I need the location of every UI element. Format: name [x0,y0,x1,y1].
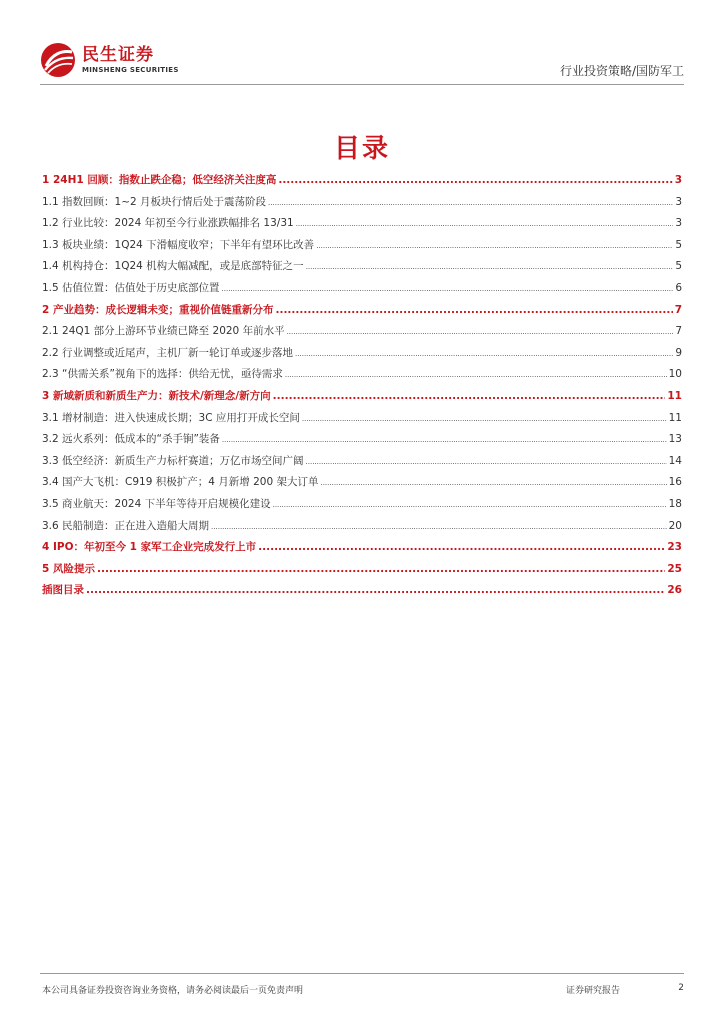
toc-entry-page: 6 [675,281,682,294]
toc-leader-dots [278,174,672,186]
toc-entry[interactable] [42,194,682,216]
toc-entry-label: 1.5 估值位置：估值处于历史底部位置 [42,281,220,294]
toc-entry-page: 3 [675,217,682,230]
toc-entry[interactable] [42,496,682,518]
toc-entry-page: 13 [668,433,682,446]
toc-entry-page: 18 [668,497,682,510]
toc-entry[interactable] [42,539,682,561]
toc-leader-dots [295,350,673,358]
toc-leader-dots [258,541,665,553]
toc-entry-page: 16 [668,476,682,489]
toc-entry-label: 3.1 增材制造：进入快速成长期；3C 应用打开成长空间 [42,411,300,424]
toc-leader-dots [211,523,667,531]
toc-entry[interactable] [42,474,682,496]
toc-leader-dots [285,371,667,379]
toc-entry-label: 1 24H1 回顾：指数止跌企稳；低空经济关注度高 [42,174,277,186]
toc-entry[interactable] [42,237,682,259]
toc-leader-dots [302,415,667,423]
toc-entry-page: 10 [668,368,682,381]
logo-text-cn: 民生证券 [82,45,154,65]
toc-entry-label: 1.1 指数回顾：1~2 月板块行情后处于震荡阶段 [42,195,267,208]
toc-entry-label: 3.6 民船制造：正在进入造船大周期 [42,519,210,532]
toc-entry[interactable] [42,215,682,237]
toc-leader-dots [287,328,674,336]
toc-entry[interactable] [42,410,682,432]
toc-entry-page: 5 [675,238,682,251]
toc-leader-dots [275,304,672,316]
toc-entry[interactable] [42,582,682,604]
toc-entry-page: 9 [675,346,682,359]
toc-entry-page: 26 [667,584,682,597]
toc-entry-page: 14 [668,454,682,467]
toc-leader-dots [222,285,674,293]
toc-entry-page: 5 [675,260,682,273]
toc-entry-label: 3.2 远火系列：低成本的“杀手锏”装备 [42,433,220,446]
toc-leader-dots [222,436,667,444]
toc-entry[interactable] [42,302,682,324]
footer-page-number: 2 [678,983,684,993]
toc-entry[interactable] [42,345,682,367]
toc-entry-page: 7 [674,303,682,316]
toc-entry-page: 3 [675,195,682,208]
footer-disclaimer: 本公司具备证券投资咨询业务资格，请务必阅读最后一页免责声明 [42,986,304,996]
toc-leader-dots [273,390,666,402]
toc-entry-page: 11 [667,389,682,402]
header-divider [40,84,684,85]
toc-entry-label: 3 新域新质和新质生产力：新技术/新理念/新方向 [42,389,271,402]
toc-entry-page: 3 [674,174,682,186]
toc-entry[interactable] [42,453,682,475]
toc-entry-label: 4 IPO：年初至今 1 家军工企业完成发行上市 [42,541,257,554]
toc-entry-label: 2.2 行业调整或近尾声，主机厂新一轮订单或逐步落地 [42,346,294,359]
toc-entry-label: 插图目录 [42,584,84,597]
toc-entry-label: 3.3 低空经济：新质生产力标杆赛道；万亿市场空间广阔 [42,454,304,467]
toc-leader-dots [268,199,673,207]
toc-entry[interactable] [42,518,682,540]
footer-report-type: 证券研究报告 [566,986,621,996]
toc-entry[interactable] [42,258,682,280]
toc-entry-page: 7 [675,325,682,338]
toc-entry-label: 5 风险提示 [42,562,95,575]
toc-leader-dots [97,563,665,575]
table-of-contents [42,172,682,604]
report-category: 行业投资策略/国防军工 [559,64,684,78]
toc-leader-dots [296,220,674,228]
toc-entry[interactable] [42,366,682,388]
footer-divider [40,973,684,974]
minsheng-logo-icon [40,42,76,78]
company-logo [40,42,179,78]
toc-entry-label: 2.3 “供需关系”视角下的选择：供给无忧，亟待需求 [42,368,283,381]
toc-entry-label: 2 产业趋势：成长逻辑未变；重视价值链重新分布 [42,303,274,316]
toc-entry-label: 3.5 商业航天：2024 下半年等待开启规模化建设 [42,497,271,510]
page-header [40,40,684,84]
logo-text-en: MINSHENG SECURITIES [82,66,179,74]
toc-leader-dots [86,584,665,596]
toc-entry-page: 20 [668,519,682,532]
toc-leader-dots [273,501,667,509]
toc-leader-dots [306,263,674,271]
toc-entry-label: 1.4 机构持仓：1Q24 机构大幅减配，或是底部特征之一 [42,260,304,273]
toc-entry-label: 2.1 24Q1 部分上游环节业绩已降至 2020 年前水平 [42,325,285,338]
toc-entry-label: 3.4 国产大飞机：C919 积极扩产；4 月新增 200 架大订单 [42,476,319,489]
toc-entry[interactable] [42,323,682,345]
toc-entry[interactable] [42,280,682,302]
toc-entry[interactable] [42,388,682,410]
toc-title: 目录 [333,134,390,164]
toc-leader-dots [306,458,667,466]
toc-entry-page: 23 [667,541,682,554]
toc-leader-dots [316,242,673,250]
toc-entry-label: 1.3 板块业绩：1Q24 下滑幅度收窄；下半年有望环比改善 [42,238,315,251]
toc-entry-page: 25 [667,562,682,575]
toc-entry[interactable] [42,561,682,583]
toc-entry-label: 1.2 行业比较：2024 年初至今行业涨跌幅排名 13/31 [42,217,294,230]
toc-leader-dots [320,479,666,487]
toc-entry-page: 11 [668,411,682,424]
toc-entry[interactable] [42,172,682,194]
toc-entry[interactable] [42,431,682,453]
